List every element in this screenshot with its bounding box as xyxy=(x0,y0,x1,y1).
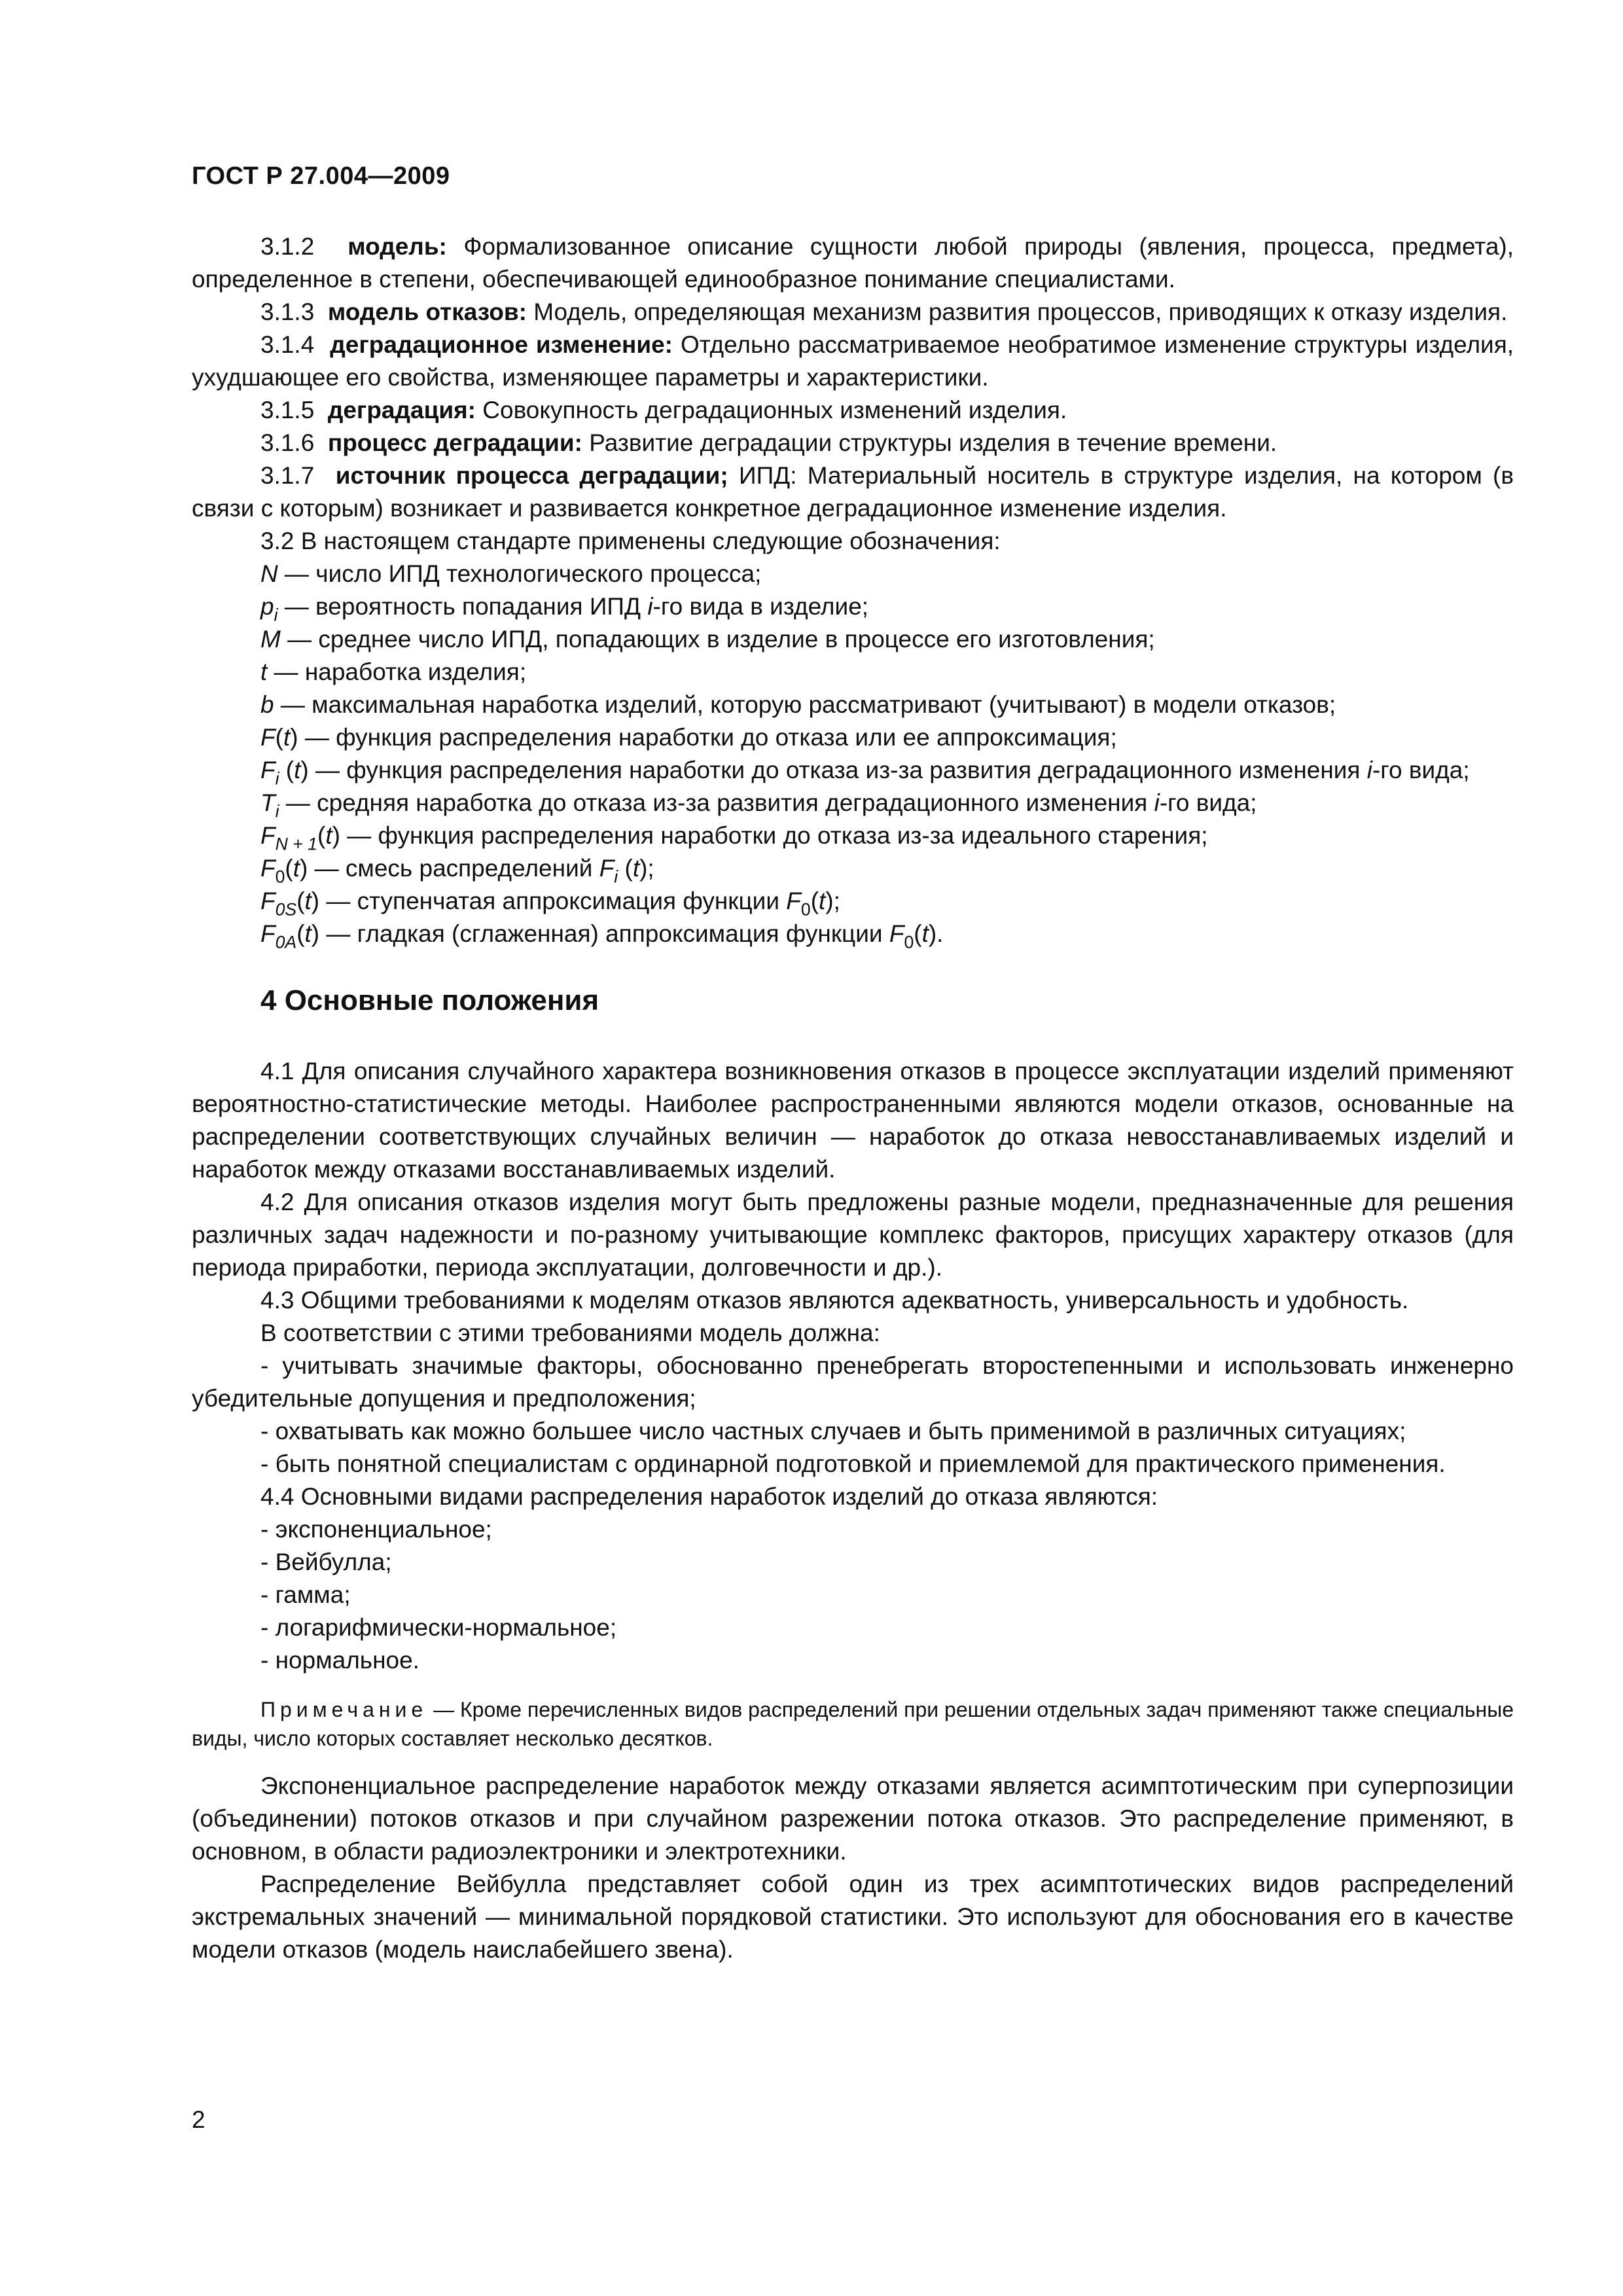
symbol-subscript: i xyxy=(275,768,279,789)
symbol-description: -го вида; xyxy=(1159,789,1257,816)
symbol-index: i xyxy=(1366,757,1372,783)
symbol: T xyxy=(260,789,276,816)
symbol-description: — наработка изделия; xyxy=(267,658,527,685)
requirement-item: - учитывать значимые факторы, обоснованно пренебрегать второстепенными и использовать инженерно убедительные допущения и предположения; xyxy=(192,1352,1514,1412)
symbol-argument: t xyxy=(819,888,826,914)
term-entry xyxy=(192,296,1514,329)
note-label: Примечание xyxy=(260,1698,428,1721)
term-number: 3.1.4 xyxy=(260,331,315,358)
symbol: F xyxy=(786,888,801,914)
symbol: N xyxy=(260,560,278,587)
symbol-argument: t xyxy=(304,920,312,947)
note-text: — Кроме перечисленных видов распределений при решении отдельных задач применяют также специальные виды, число которых составляет несколько десятков. xyxy=(192,1698,1514,1750)
symbol-description: — число ИПД технологического процесса; xyxy=(277,560,762,587)
term-entry xyxy=(192,329,1514,394)
symbol-argument: t xyxy=(304,888,312,914)
symbol-index: i xyxy=(1154,789,1160,816)
symbol-entry: $F_0(t)$ — смесь распределений $F_i$ (t); xyxy=(260,855,654,887)
term-name: деградация: xyxy=(327,397,476,423)
paragraph-weibull: Распределение Вейбулла представляет собой один из трех асимптотических видов распределений экстремальных значений — минимальной порядковой статистики. Это используют для обоснования его в качестве модели отказов (модель наислабейшего звена). xyxy=(192,1871,1514,1963)
section-title: 4 Основные положения xyxy=(260,984,599,1016)
term-definition: Развитие деградации структуры изделия в течение времени. xyxy=(589,429,1277,456)
term-entry xyxy=(192,394,1514,427)
symbol-description: — функция распределения наработки до отказа из-за идеального старения; xyxy=(340,822,1208,849)
distribution-item: - экспоненциальное; xyxy=(260,1516,492,1543)
term-number: 3.1.3 xyxy=(260,298,315,325)
symbol-subscript: i xyxy=(275,801,279,821)
symbol-description: — среднее число ИПД, попадающих в изделие в процессе его изготовления; xyxy=(280,626,1155,653)
symbol-description: -го вида; xyxy=(1372,757,1470,783)
symbol-description: -го вида в изделие; xyxy=(652,593,869,620)
symbol-subscript: i xyxy=(274,605,278,625)
symbol: t xyxy=(260,658,268,685)
symbol-description: — вероятность попадания ИПД xyxy=(277,593,648,620)
symbol: F xyxy=(889,920,904,947)
symbol: F xyxy=(260,855,276,882)
symbol-argument: t xyxy=(921,920,929,947)
symbol-subscript: N + 1 xyxy=(275,834,317,854)
term-definition: Формализованное описание сущности любой природы (явления, процесса, предмета), определенное в степени, обеспечивающей единообразное понимание специалистами. xyxy=(192,233,1514,293)
symbol-entry xyxy=(192,558,1514,590)
symbol: F xyxy=(260,724,276,751)
term-definition: ИПД: Материальный носитель в структуре изделия, на котором (в связи с которым) возникает и развивается конкретное деградационное изменение изделия. xyxy=(192,462,1514,522)
symbol-argument: t xyxy=(294,757,301,783)
term-definition: Отдельно рассматриваемое необратимое изменение структуры изделия, ухудшающее его свойства, изменяющее параметры и характеристики. xyxy=(192,331,1514,391)
symbol: F xyxy=(599,855,615,882)
symbol-description: — максимальная наработка изделий, которую рассматривают (учитывают) в модели отказов; xyxy=(274,691,1336,718)
term-name: источник процесса деградации; xyxy=(335,462,728,489)
notation-intro: 3.2 В настоящем стандарте применены следующие обозначения: xyxy=(260,528,1001,554)
symbol-entry: F(t) — функция распределения наработки до отказа или ее аппроксимация; xyxy=(260,724,1117,751)
term-number: 3.1.5 xyxy=(260,397,315,423)
requirement-item: - быть понятной специалистам с ординарной подготовкой и приемлемой для практического применения. xyxy=(260,1450,1446,1477)
symbol-description: — функция распределения наработки до отказа из-за развития деградационного изменения xyxy=(308,757,1367,783)
symbol-entry: $F_{N + 1}(t)$ — функция распределения наработки до отказа из-за идеального старения; xyxy=(260,822,1208,854)
symbol-subscript: i xyxy=(614,867,618,887)
term-name: деградационное изменение: xyxy=(330,331,673,358)
term-number: 3.1.6 xyxy=(260,429,315,456)
symbol: F xyxy=(260,920,276,947)
symbol-entry xyxy=(192,689,1514,721)
symbol-subscript: 0 xyxy=(800,899,811,920)
symbol: F xyxy=(260,822,276,849)
symbol-entry: $F_{0A}(t)$ — гладкая (сглаженная) аппроксимация функции $F_0(t)$. xyxy=(260,920,944,952)
term-definition: Модель, определяющая механизм развития процессов, приводящих к отказу изделия. xyxy=(533,298,1508,325)
term-entry xyxy=(192,459,1514,525)
distribution-item: - логарифмически-нормальное; xyxy=(260,1614,617,1641)
symbol-index: i xyxy=(647,593,653,620)
symbol-argument: t xyxy=(283,724,291,751)
symbol-subscript: 0 xyxy=(275,867,285,887)
term-definition: Совокупность деградационных изменений изделия. xyxy=(482,397,1067,423)
term-number: 3.1.2 xyxy=(260,233,315,260)
symbol-description: — функция распределения наработки до отказа или ее аппроксимация; xyxy=(298,724,1117,751)
symbol-entry: $F_{0S}(t)$ — ступенчатая аппроксимация функции $F_0(t)$; xyxy=(260,888,840,920)
paragraph-4-3-requirements-intro: В соответствии с этими требованиями модель должна: xyxy=(260,1319,880,1346)
paragraph-4-1: 4.1 Для описания случайного характера возникновения отказов в процессе эксплуатации изделий применяют вероятностно-статистические методы. Наиболее распространенными являются модели отказов, основанные на распределении соответствующих случайных величин — наработок до отказа невосстанавливаемых изделий и наработок между отказами восстанавливаемых изделий. xyxy=(192,1058,1514,1183)
paragraph-4-3: 4.3 Общими требованиями к моделям отказов являются адекватность, универсальность и удобность. xyxy=(260,1287,1409,1314)
symbol-subscript: 0 xyxy=(904,932,914,952)
symbol-description: — средняя наработка до отказа из-за развития деградационного изменения xyxy=(279,789,1154,816)
page-content xyxy=(192,230,1514,1966)
symbol-entry: $F_i$ (t) — функция распределения наработки до отказа из-за развития деградационного изменения i-го вида; xyxy=(260,757,1470,789)
requirement-item: - охватывать как можно большее число частных случаев и быть применимой в различных ситуациях; xyxy=(260,1418,1406,1444)
symbol-description: — гладкая (сглаженная) аппроксимация функции xyxy=(319,920,889,947)
term-name: процесс деградации: xyxy=(327,429,582,456)
note xyxy=(192,1695,1514,1753)
term-entry xyxy=(192,427,1514,459)
paragraph-4-2: 4.2 Для описания отказов изделия могут быть предложены разные модели, предназначенные для решения различных задач надежности и по-разному учитывающие комплекс факторов, присущих характеру отказов (для периода приработки, периода эксплуатации, долговечности и др.). xyxy=(192,1189,1514,1281)
symbol: p xyxy=(260,593,274,620)
symbol: F xyxy=(260,757,276,783)
distribution-item: - Вейбулла; xyxy=(260,1549,392,1575)
page-number: 2 xyxy=(192,2106,205,2133)
term-number: 3.1.7 xyxy=(260,462,315,489)
symbol-description: — смесь распределений xyxy=(308,855,599,882)
symbol-argument: t xyxy=(293,855,300,882)
symbol-argument: t xyxy=(325,822,332,849)
symbol: F xyxy=(260,888,276,914)
symbol-argument: t xyxy=(632,855,640,882)
symbol-entry xyxy=(192,590,1514,623)
symbol: b xyxy=(260,691,274,718)
term-entry xyxy=(192,230,1514,296)
symbol-subscript: 0S xyxy=(275,899,297,920)
paragraph-4-4: 4.4 Основными видами распределения наработок изделий до отказа являются: xyxy=(260,1483,1158,1510)
distribution-item: - нормальное. xyxy=(260,1647,419,1674)
distribution-item: - гамма; xyxy=(260,1581,351,1608)
document-header: ГОСТ Р 27.004—2009 xyxy=(192,162,450,190)
symbol-subscript: 0A xyxy=(275,932,297,952)
symbol-description: — ступенчатая аппроксимация функции xyxy=(319,888,787,914)
term-name: модель отказов: xyxy=(327,298,527,325)
paragraph-exponential: Экспоненциальное распределение наработок между отказами является асимптотическим при суперпозиции (объединении) потоков отказов и при случайном разрежении потока отказов. Это распределение применяют, в основном, в области радиоэлектроники и электротехники. xyxy=(192,1772,1514,1865)
symbol-entry xyxy=(192,623,1514,656)
symbol-entry xyxy=(192,787,1514,819)
term-name: модель: xyxy=(348,233,447,260)
symbol: M xyxy=(260,626,281,653)
symbol-entry xyxy=(192,656,1514,689)
